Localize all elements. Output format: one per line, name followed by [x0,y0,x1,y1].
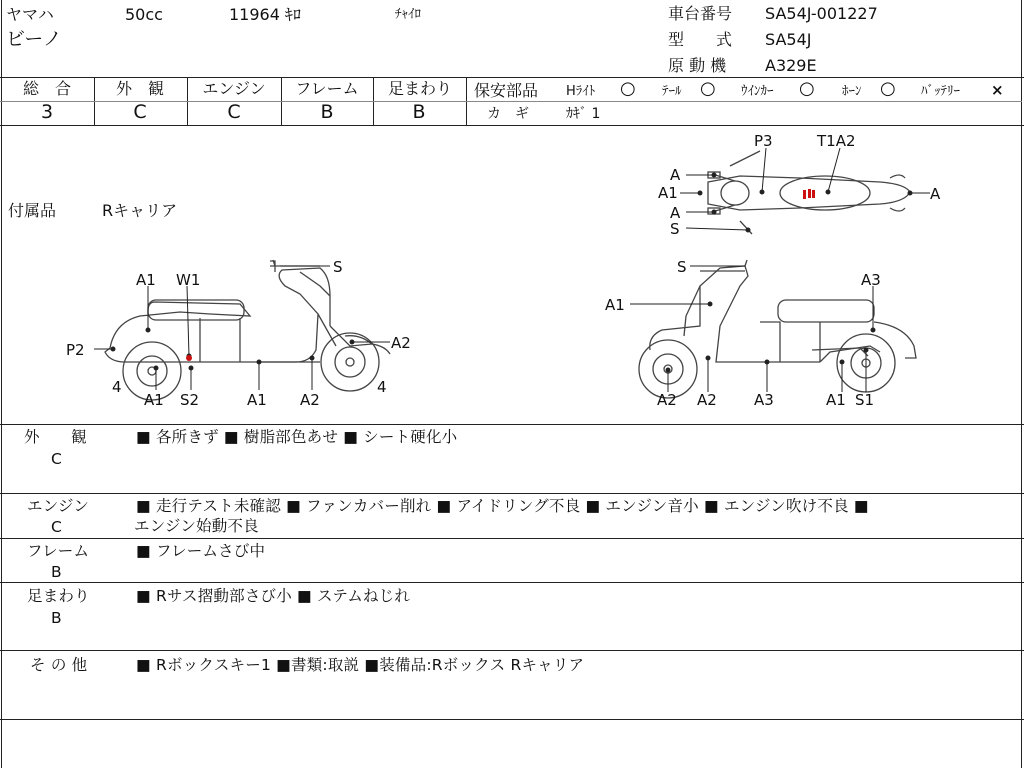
detail-text: ■ Rサス摺動部さび小 ■ ステムねじれ [136,587,411,605]
headlight-status: ○ [620,78,636,99]
grid-line [466,101,1022,102]
mileage: 11964 ｷﾛ [229,5,301,24]
detail-grade: C [51,518,63,536]
divider [0,493,1024,494]
scooter-diagram [0,126,1024,424]
horn-label: ﾎｰﾝ [842,84,862,99]
detail-grade: C [51,450,63,468]
frame-grade: B [320,101,334,123]
engine-model-value: A329E [765,56,817,75]
detail-grade: B [51,609,62,627]
diagram-label: A2 [697,391,717,409]
suspension-label: 足まわり [387,79,452,98]
detail-label: 足まわり [27,587,90,605]
detail-label: そ の 他 [30,656,88,674]
diagram-label: T1A2 [817,132,856,150]
color-value: ﾁｬｲﾛ [395,7,421,22]
diagram-label: A2 [300,391,320,409]
frame-label: フレーム [295,79,359,98]
diagram-label: A2 [391,334,411,352]
detail-label: フレーム [27,542,90,560]
taillight-label: ﾃｰﾙ [662,84,682,99]
diagram-label: A1 [136,271,156,289]
maker-name: ヤマハ [6,5,54,24]
key-label: カ ギ [487,106,529,122]
diagram-label: A [670,166,681,184]
diagram-label: S [677,258,687,276]
exterior-label: 外 観 [115,79,164,98]
suspension-grade: B [412,101,426,123]
diagram-label: P3 [754,132,773,150]
diagram-label: P2 [66,341,85,359]
total-label: 総 合 [22,79,71,98]
diagram-label: A [930,185,941,203]
detail-text: エンジン始動不良 [134,517,259,535]
battery-label: ﾊﾞｯﾃﾘｰ [921,84,960,99]
divider [0,424,1024,425]
winker-status: ○ [799,78,815,99]
battery-status: × [991,81,1004,99]
diagram-label: S [333,258,343,276]
divider [0,77,1024,78]
diagram-label: A1 [144,391,164,409]
diagram-label: A3 [754,391,774,409]
detail-text: ■ 走行テスト未確認 ■ ファンカバー削れ ■ アイドリング不良 ■ エンジン音小 ■ エンジン吹け不良 ■ [136,497,869,515]
safety-label: 保安部品 [474,81,539,100]
diagram-label: A3 [861,271,881,289]
model-name: ビーノ [6,28,62,50]
diagram-label: A1 [247,391,267,409]
key-value: ｶｷﾞ 1 [566,106,601,122]
diagram-label: S2 [180,391,200,409]
type-label: 型 式 [668,30,733,49]
horn-status: ○ [880,78,896,99]
diagram-label: 4 [112,378,122,396]
total-grade: 3 [40,101,54,123]
divider [0,538,1024,539]
accessories-value: Rキャリア [102,201,178,220]
detail-grade: B [51,563,62,581]
displacement: 50cc [125,5,163,24]
detail-label: 外 観 [24,428,87,446]
detail-text: ■ Rボックスキー1 ■書類:取説 ■装備品:Rボックス Rキャリア [136,656,585,674]
divider [0,719,1024,720]
exterior-grade: C [133,101,147,123]
engine-grade: C [227,101,241,123]
taillight-status: ○ [700,78,716,99]
divider [0,650,1024,651]
engine-label: エンジン [202,79,266,98]
frame-no-value: SA54J-001227 [765,4,878,23]
diagram-label: A1 [658,184,678,202]
diagram-label: A2 [657,391,677,409]
divider [0,582,1024,583]
headlight-label: Hﾗｲﾄ [566,84,596,99]
diagram-label: S [670,220,680,238]
detail-label: エンジン [27,497,90,515]
diagram-label: A [670,204,681,222]
diagram-label: W1 [176,271,201,289]
diagram-label: A1 [605,296,625,314]
diagram-label: A1 [826,391,846,409]
detail-text: ■ フレームさび中 [136,542,266,560]
engine-model-label: 原 動 機 [668,56,727,75]
diagram-label: 4 [377,378,387,396]
winker-label: ｳｲﾝｶｰ [741,84,774,99]
diagram-label: S1 [855,391,875,409]
type-value: SA54J [765,30,812,49]
accessories-label: 付属品 [8,201,57,220]
detail-text: ■ 各所きず ■ 樹脂部色あせ ■ シート硬化小 [136,428,458,446]
frame-no-label: 車台番号 [668,4,733,23]
